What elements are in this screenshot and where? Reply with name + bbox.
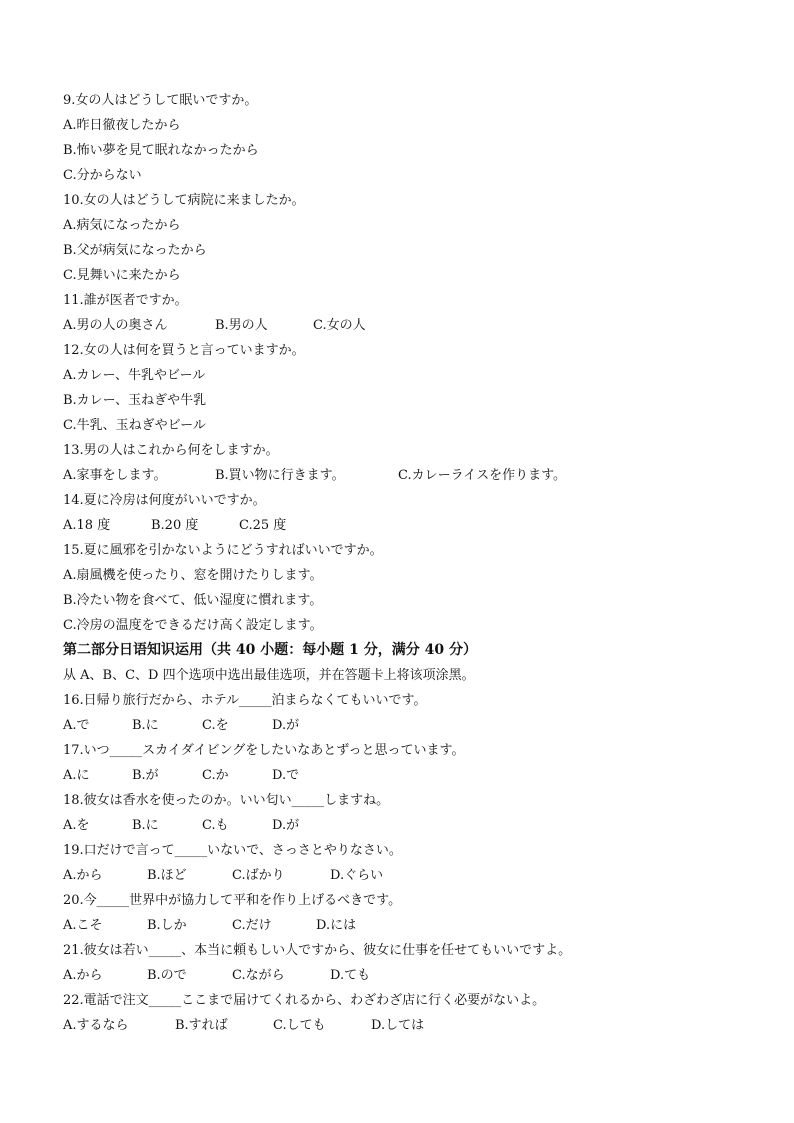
answer-option: C.しても (273, 1018, 326, 1033)
answer-option: C.ばかり (232, 868, 285, 883)
answer-option: A.するなら (63, 1018, 129, 1033)
text-line: C.冷房の温度をできるだけ高く設定します。 (63, 618, 323, 633)
text-line: B.怖い夢を見て眠れなかったから (63, 143, 259, 158)
answer-option: C.を (202, 718, 229, 733)
answer-option: B.ので (147, 968, 187, 983)
text-line: A.扇風機を使ったり、窓を開けたりします。 (63, 568, 323, 583)
text-line: 17.いつ_____スカイダイビングをしたいなあとずっと思っています。 (63, 743, 465, 758)
text-line: B.父が病気になったから (63, 243, 207, 258)
answer-options-row (63, 963, 753, 988)
answer-option: A.で (63, 718, 90, 733)
answer-options-row (63, 913, 753, 938)
answer-option: B.すれば (175, 1018, 228, 1033)
text-line: 13.男の人はこれから何をしますか。 (63, 443, 279, 458)
text-line: 14.夏に冷房は何度がいいですか。 (63, 493, 266, 508)
text-line: 15.夏に風邪を引かないようにどうすればいいですか。 (63, 543, 383, 558)
text-line: A.昨日徹夜したから (63, 118, 181, 133)
text-line: B.冷たい物を食べて、低い湿度に慣れます。 (63, 593, 323, 608)
answer-options-row (63, 463, 753, 488)
text-line: 从 A、B、C、D 四个选项中选出最佳选项，并在答题卡上将该项涂黑。 (63, 668, 475, 683)
answer-option: B.男の人 (215, 318, 268, 333)
answer-option: C.か (202, 768, 229, 783)
answer-option: D.しては (371, 1018, 425, 1033)
text-line: 18.彼女は香水を使ったのか。いい匂い_____しますね。 (63, 793, 390, 808)
text-line: 19.口だけで言って_____いないで、さっさとやりなさい。 (63, 843, 402, 858)
answer-option: D.ても (330, 968, 371, 983)
answer-option: B.に (132, 818, 159, 833)
answer-option: A.を (63, 818, 90, 833)
text-line: 22.電話で注文_____ここまで届けてくれるから、わざわざ店に行く必要がないよ。 (63, 993, 546, 1008)
text-line: 10.女の人はどうして病院に来ましたか。 (63, 193, 305, 208)
text-line: 21.彼女は若い_____、本当に頼もしい人ですから、彼女に仕事を任せてもいいですよ。 (63, 943, 572, 958)
answer-option: A.から (63, 868, 103, 883)
answer-option: C.ながら (232, 968, 285, 983)
answer-option: C.だけ (232, 918, 272, 933)
answer-option: B.ほど (147, 868, 187, 883)
answer-option: D.が (272, 718, 300, 733)
text-line: C.分からない (63, 168, 142, 183)
answer-options-row (63, 863, 753, 888)
text-line: C.見舞いに来たから (63, 268, 181, 283)
text-line: 9.女の人はどうして眠いですか。 (63, 93, 258, 108)
answer-option: B.が (132, 768, 159, 783)
answer-option: B.20 度 (151, 518, 199, 533)
section-heading: 第二部分日语知识运用（共 40 小题：每小题 1 分，满分 40 分） (63, 642, 477, 658)
answer-options-row (63, 813, 753, 838)
answer-options-row (63, 513, 753, 538)
answer-option: A.家事をします。 (63, 468, 167, 483)
answer-option: B.に (132, 718, 159, 733)
answer-options-row (63, 313, 753, 338)
answer-option: A.に (63, 768, 90, 783)
answer-option: A.こそ (63, 918, 103, 933)
answer-option: C.25 度 (239, 518, 287, 533)
answer-option: C.カレーライスを作ります。 (398, 468, 567, 483)
text-line: B.カレー、玉ねぎや牛乳 (63, 393, 207, 408)
answer-options-row (63, 1013, 753, 1038)
answer-option: B.買い物に行きます。 (215, 468, 345, 483)
text-line: 11.誰が医者ですか。 (63, 293, 188, 308)
answer-options-row (63, 763, 753, 788)
answer-option: D.ぐらい (330, 868, 384, 883)
answer-option: A.18 度 (63, 518, 111, 533)
text-line: 16.日帰り旅行だから、ホテル_____泊まらなくてもいいです。 (63, 693, 427, 708)
text-line: C.牛乳、玉ねぎやビール (63, 418, 206, 433)
text-line: A.病気になったから (63, 218, 181, 233)
text-line: 20.今_____世界中が協力して平和を作り上げるべきです。 (63, 893, 402, 908)
answer-option: A.男の人の奥さん (63, 318, 168, 333)
document-page (63, 88, 753, 1038)
answer-option: A.から (63, 968, 103, 983)
answer-options-row (63, 713, 753, 738)
answer-option: C.も (202, 818, 229, 833)
answer-option: D.には (316, 918, 357, 933)
answer-option: D.が (272, 818, 300, 833)
answer-option: B.しか (147, 918, 187, 933)
text-line: A.カレー、牛乳やビール (63, 368, 206, 383)
answer-option: C.女の人 (313, 318, 366, 333)
answer-option: D.で (272, 768, 300, 783)
text-line: 12.女の人は何を買うと言っていますか。 (63, 343, 305, 358)
